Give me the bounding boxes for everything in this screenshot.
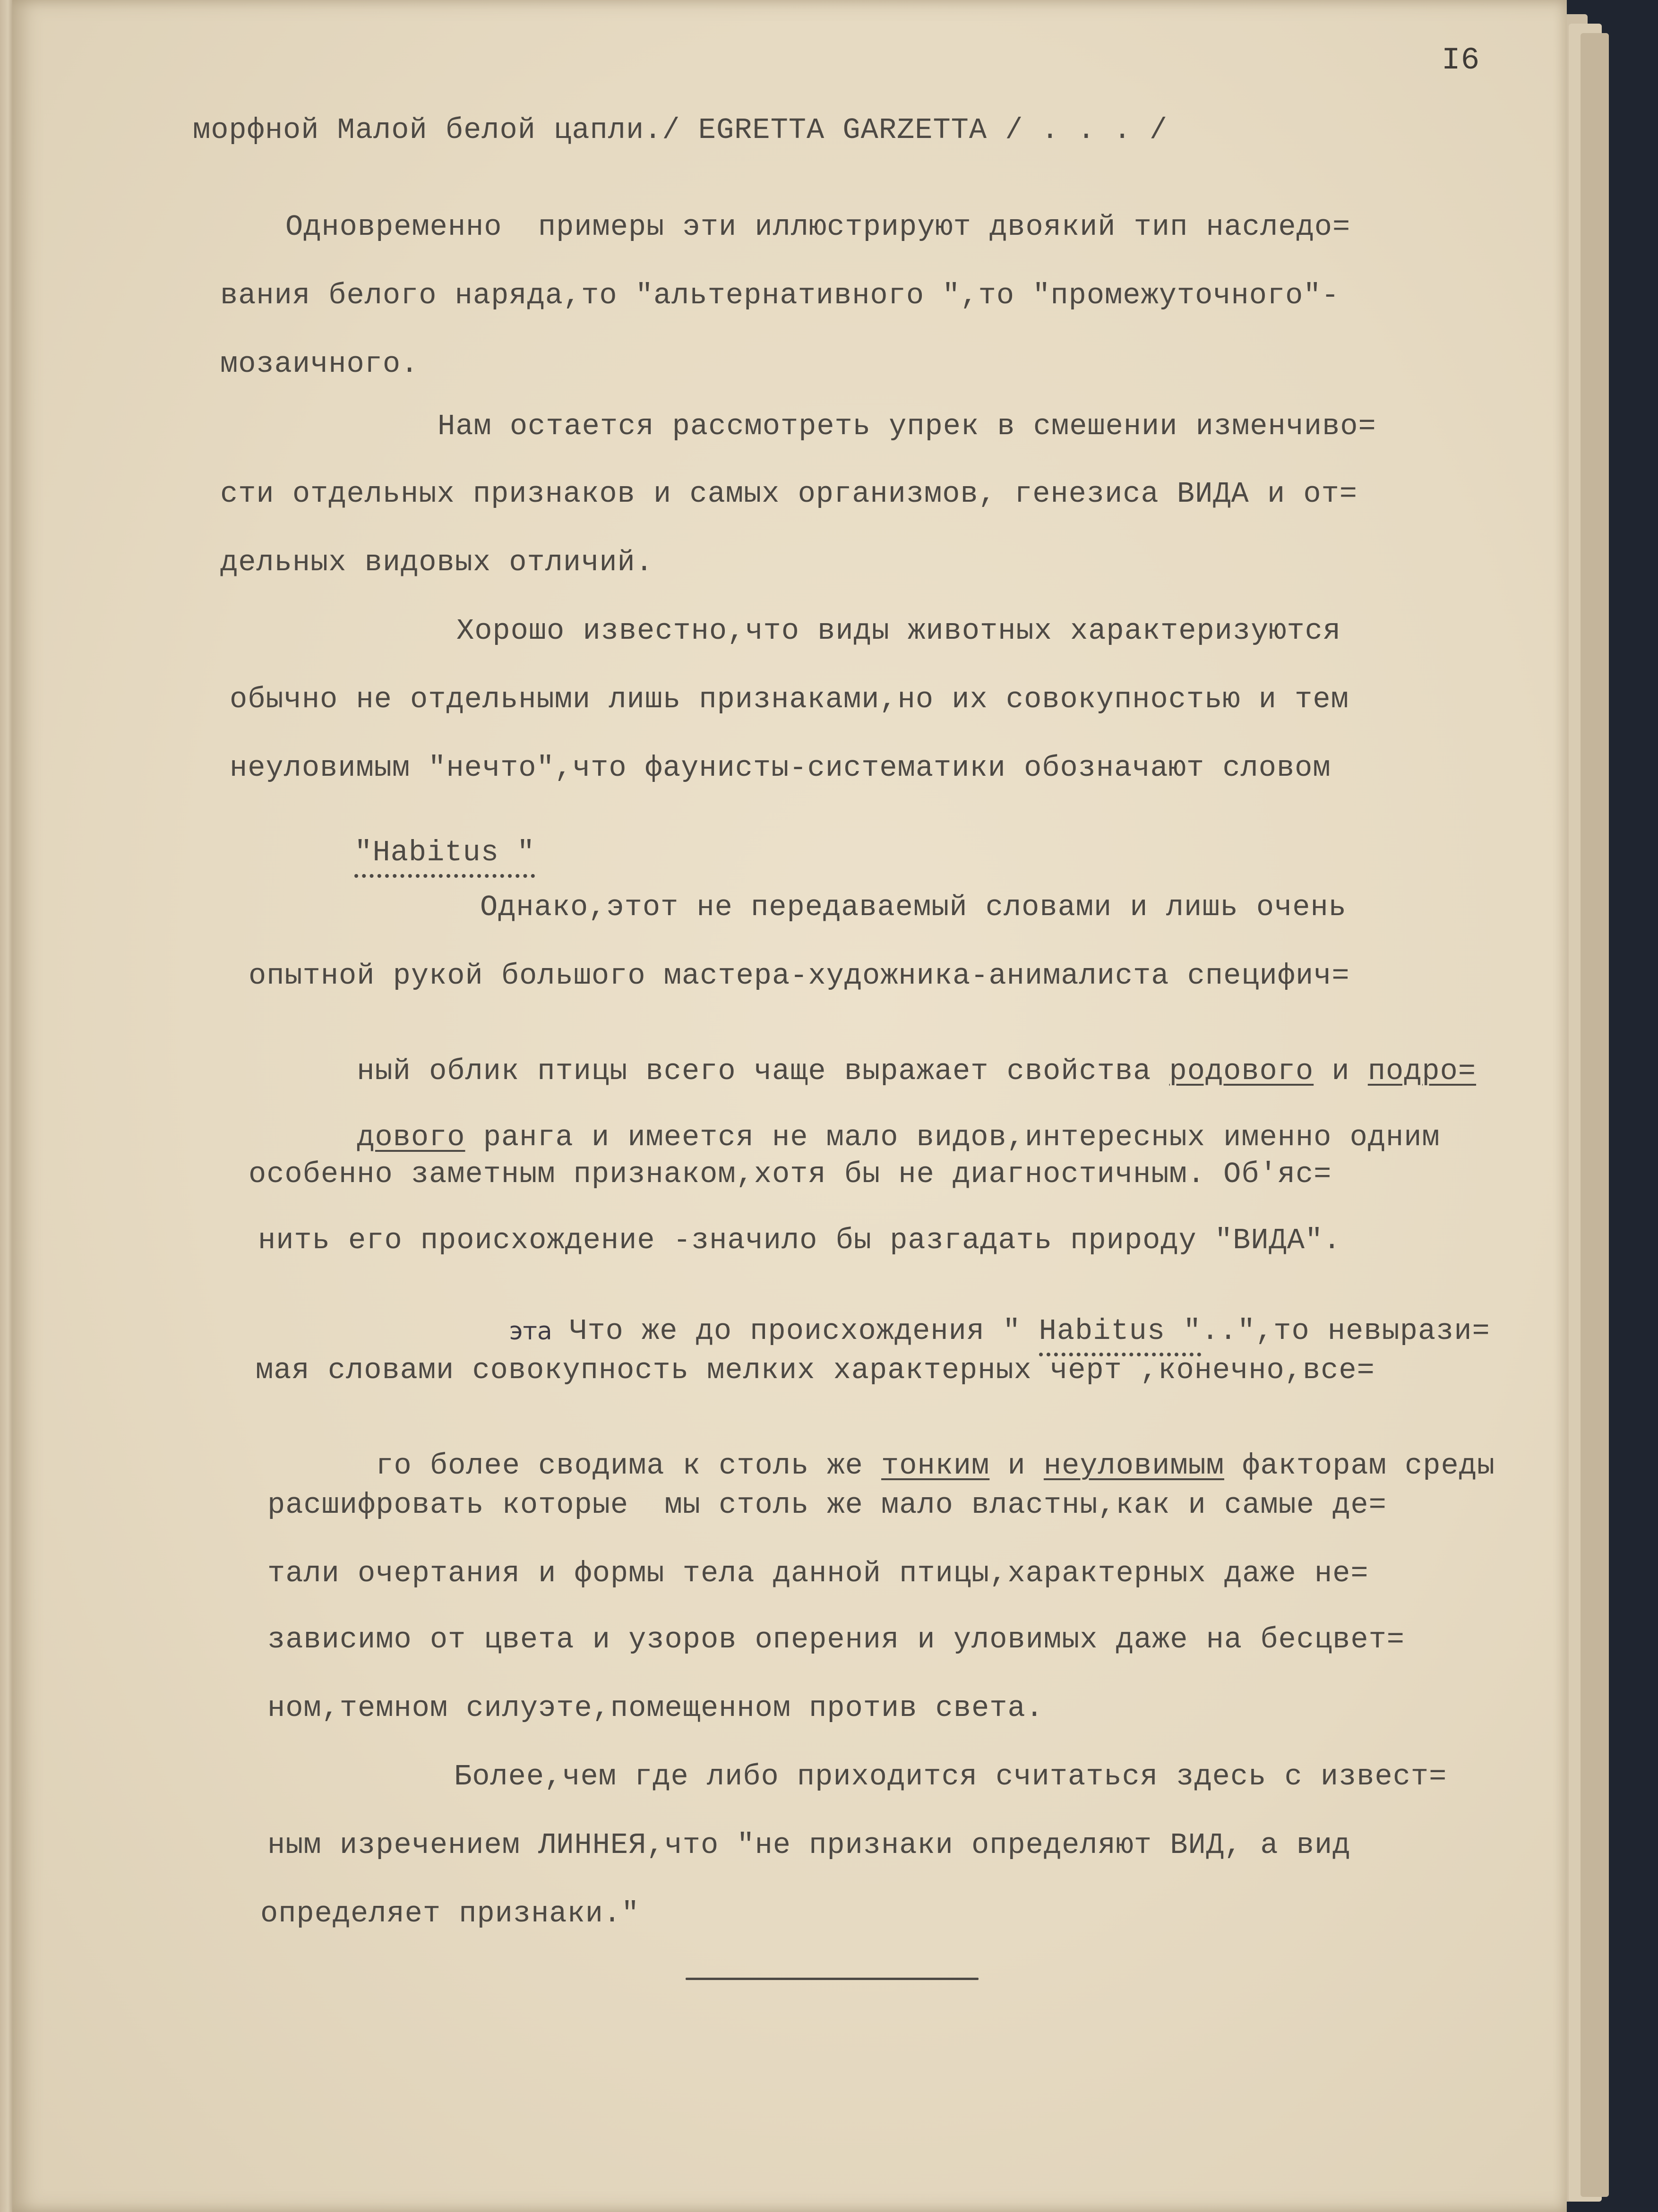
previous-page-edge — [0, 0, 13, 2212]
text-line: нить его происхождение -значило бы разгадать природу "ВИДА". — [258, 1224, 1341, 1257]
text-span: и — [989, 1449, 1044, 1483]
text-span: Что же до происхождения " — [569, 1314, 1039, 1348]
text-line: дельных видовых отличий. — [220, 546, 653, 579]
habitus-term: "Habitus " — [354, 836, 535, 878]
text-line: Одновременно примеры эти иллюстрируют двоякий тип наследо= — [285, 210, 1351, 244]
text-span: и — [1314, 1055, 1368, 1088]
text-line: особенно заметным признаком,хотя бы не диагностичным. Об'яс= — [249, 1157, 1332, 1191]
text-line: опытной рукой большого мастера-художника-анималиста специфич= — [249, 959, 1350, 993]
handwritten-insertion: эта — [509, 1317, 552, 1346]
habitus-term-line — [246, 809, 535, 897]
underlined-word: неуловимым — [1043, 1449, 1224, 1483]
text-span: факторам среды — [1224, 1449, 1495, 1483]
text-line: морфной Малой белой цапли./ EGRETTA GARZETTA / . . . / — [193, 113, 1168, 147]
text-line: вания белого наряда,то "альтернативного ",то "промежуточного"- — [220, 279, 1340, 312]
habitus-term: Habitus " — [1039, 1314, 1202, 1356]
text-span: го более сводима к столь же — [376, 1449, 882, 1483]
text-line: расшифровать которые мы столь же мало властны,как и самые де= — [267, 1488, 1387, 1522]
text-line: ном,темном силуэте,помещенном против света. — [267, 1691, 1044, 1725]
text-span: ранга и имеется не мало видов,интересных именно одним — [465, 1121, 1440, 1154]
text-line: неуловимым "нечто",что фаунисты-систематики обозначают словом — [230, 751, 1331, 785]
text-line: Нам остается рассмотреть упрек в смешении изменчиво= — [438, 410, 1376, 443]
text-line: зависимо от цвета и узоров оперения и уловимых даже на бесцвет= — [267, 1623, 1405, 1656]
underlined-word: подро= — [1367, 1055, 1477, 1088]
text-span: ..",то невырази= — [1201, 1314, 1490, 1348]
text-line: мозаичного. — [220, 347, 419, 381]
closing-rule — [686, 1978, 979, 1980]
page-stack-edge — [1581, 33, 1609, 2197]
underlined-word: дового — [357, 1121, 465, 1154]
text-line: Более,чем где либо приходится считаться здесь с извест= — [454, 1760, 1447, 1793]
text-line: мая словами совокупность мелких характерных черт ,конечно,все= — [256, 1354, 1375, 1387]
underlined-word: родового — [1169, 1055, 1314, 1088]
text-line: Однако,этот не передаваемый словами и лишь очень — [480, 891, 1347, 924]
text-line: определяет признаки." — [260, 1897, 640, 1930]
text-line: обычно не отдельными лишь признаками,но их совокупностью и тем — [230, 683, 1349, 716]
typewritten-page — [12, 0, 1567, 2212]
text-span: ный облик птицы всего чаще выражает свойства — [357, 1055, 1169, 1088]
text-line: Хорошо известно,что виды животных характеризуются — [456, 614, 1341, 648]
text-line: сти отдельных признаков и самых организмов, генезиса ВИДА и от= — [220, 477, 1357, 511]
text-line: ным изречением ЛИННЕЯ,что "не признаки определяют ВИД, а вид — [267, 1828, 1351, 1862]
text-line: тали очертания и формы тела данной птицы,характерных даже не= — [267, 1557, 1369, 1590]
page-number: I6 — [1442, 43, 1480, 78]
underlined-word: тонким — [881, 1449, 990, 1483]
